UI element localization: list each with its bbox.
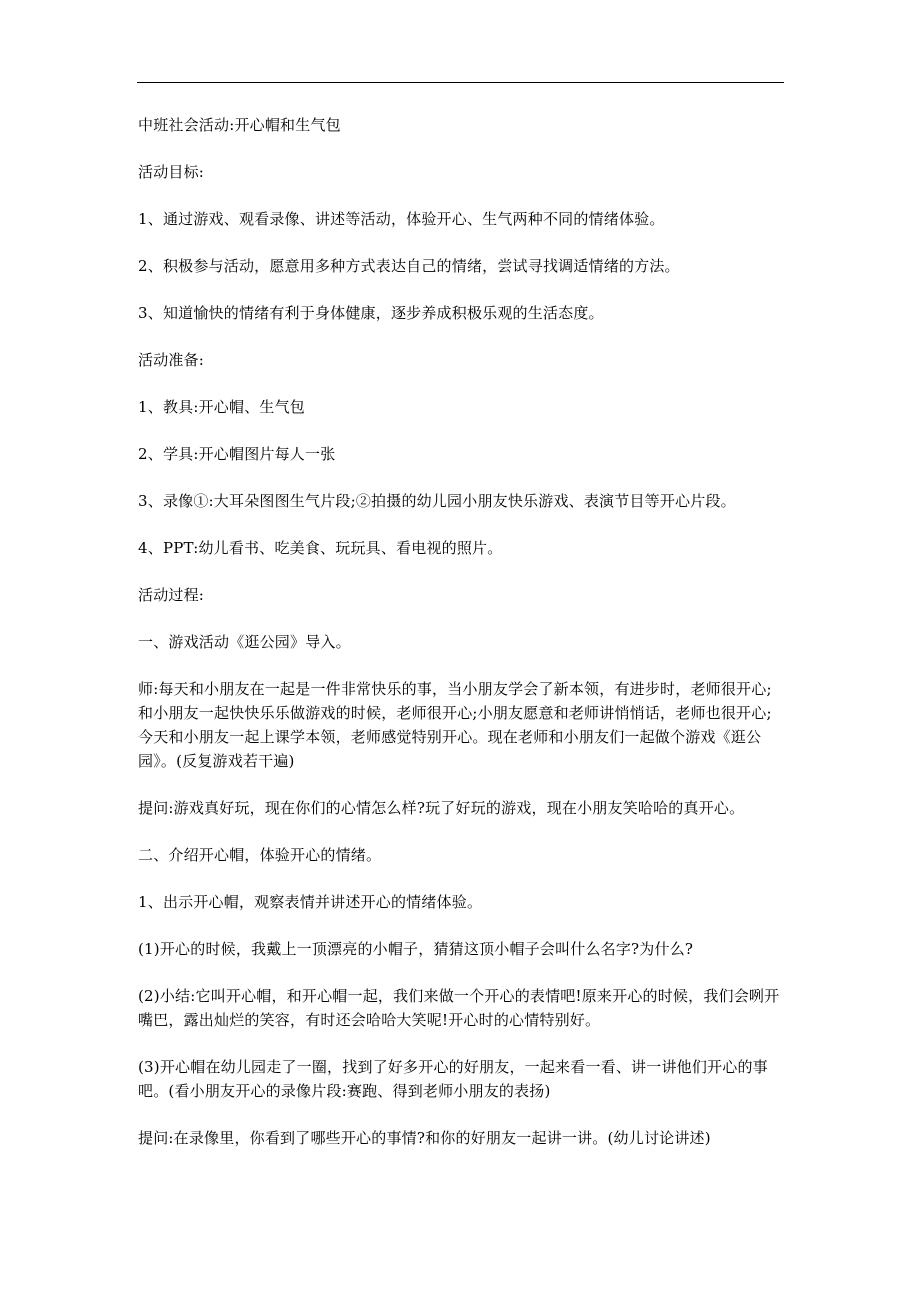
process-paragraph: 师:每天和小朋友在一起是一件非常快乐的事，当小朋友学会了新本领，有进步时，老师很开心;和小朋友一起快快乐乐做游戏的时候，老师很开心;小朋友愿意和老师讲悄悄话，老师也很开心;今天和小朋友一起上课学本领，老师感觉特别开心。现在老师和小朋友们一起做个游戏《逛公园》。(反复游戏若干遍)	[138, 680, 772, 770]
preparation-item: 3、录像①:大耳朵图图生气片段;②拍摄的幼儿园小朋友快乐游戏、表演节目等开心片段。	[138, 492, 736, 510]
process-step-heading: 一、游戏活动《逛公园》导入。	[138, 633, 351, 651]
preparation-item: 2、学具:开心帽图片每人一张	[138, 445, 336, 463]
preparation-item: 1、教具:开心帽、生气包	[138, 398, 305, 416]
process-paragraph: 提问:在录像里，你看到了哪些开心的事情?和你的好朋友一起讲一讲。(幼儿讨论讲述)	[138, 1129, 711, 1147]
document-body	[138, 113, 786, 1173]
process-paragraph: (1)开心的时候，我戴上一顶漂亮的小帽子，猜猜这顶小帽子会叫什么名字?为什么?	[138, 940, 694, 958]
process-step-heading: 二、介绍开心帽，体验开心的情绪。	[138, 846, 382, 864]
header-rule	[137, 82, 784, 83]
process-paragraph: 提问:游戏真好玩，现在你们的心情怎么样?玩了好玩的游戏，现在小朋友笑哈哈的真开心。	[138, 799, 745, 817]
preparation-item: 4、PPT:幼儿看书、吃美食、玩玩具、看电视的照片。	[138, 539, 503, 557]
process-paragraph: (3)开心帽在幼儿园走了一圈，找到了好多开心的好朋友，一起来看一看、讲一讲他们开心的事吧。(看小朋友开心的录像片段:赛跑、得到老师小朋友的表扬)	[138, 1058, 768, 1100]
section-heading-process: 活动过程:	[138, 586, 205, 604]
process-paragraph: (2)小结:它叫开心帽，和开心帽一起，我们来做一个开心的表情吧!原来开心的时候，我们会咧开嘴巴，露出灿烂的笑容，有时还会哈哈大笑呢!开心时的心情特别好。	[138, 987, 780, 1029]
section-heading-goals: 活动目标:	[138, 163, 205, 181]
goal-item: 2、积极参与活动，愿意用多种方式表达自己的情绪，尝试寻找调适情绪的方法。	[138, 257, 680, 275]
document-title: 中班社会活动:开心帽和生气包	[138, 116, 341, 134]
goal-item: 1、通过游戏、观看录像、讲述等活动，体验开心、生气两种不同的情绪体验。	[138, 210, 665, 228]
process-paragraph: 1、出示开心帽，观察表情并讲述开心的情绪体验。	[138, 893, 483, 911]
goal-item: 3、知道愉快的情绪有利于身体健康，逐步养成积极乐观的生活态度。	[138, 304, 604, 322]
section-heading-preparation: 活动准备:	[138, 351, 205, 369]
